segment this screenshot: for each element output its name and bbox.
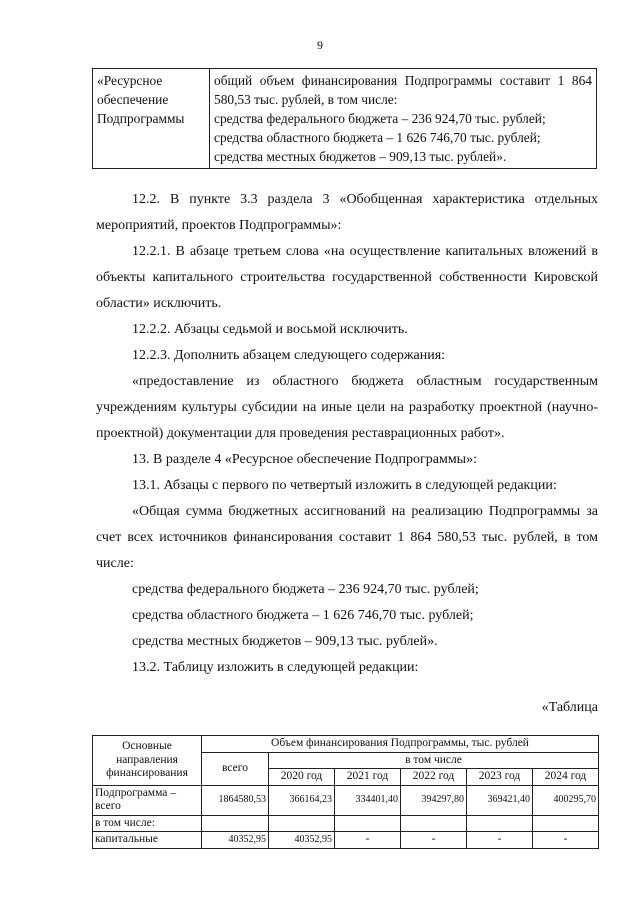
row-label: в том числе: [93,815,202,832]
table-row [93,815,599,832]
resource-summary-label-cell [93,69,210,169]
row-value: 400295,70 [533,785,599,815]
paragraph: 13.2. Таблицу изложить в следующей редакции: [132,660,419,675]
table-row [93,785,599,815]
resource-summary-table [92,68,597,169]
paragraph: средства федерального бюджета – 236 924,70 тыс. рублей; [132,582,479,597]
paragraph: средства местных бюджетов – 909,13 тыс. рублей». [132,634,438,649]
row-value [269,815,335,832]
paragraph: 13. В разделе 4 «Ресурсное обеспечение Подпрограммы»: [132,452,477,467]
row-value: 334401,40 [335,785,401,815]
document-body [96,187,598,681]
row-label: Подпрограмма – всего [93,785,202,815]
header-including: в том числе [269,752,599,769]
row-value: 366164,23 [269,785,335,815]
summary-line: общий объем финансирования Подпрограммы составит 1 864 580,53 тыс. рублей, в том числе: [214,73,592,107]
row-value: 394297,80 [401,785,467,815]
page-number: 9 [317,38,323,52]
header-year: 2023 год [467,769,533,786]
row-value: - [467,832,533,849]
table-caption: «Таблица [541,700,598,715]
row-value: - [401,832,467,849]
row-value: - [335,832,401,849]
resource-summary-value-cell [210,69,597,169]
paragraph: 12.2.2. Абзацы седьмой и восьмой исключить. [132,322,408,337]
paragraph: «Общая сумма бюджетных ассигнований на реализацию Подпрограммы за счет всех источников финансирования составит 1 864 580,53 тыс. рублей, в том числе: [96,504,598,571]
paragraph: средства областного бюджета – 1 626 746,70 тыс. рублей; [132,608,474,623]
paragraph: 12.2.1. В абзаце третьем слова «на осуществление капитальных вложений в объекты капитального строительства государственной собственности Кировской области» исключить. [96,244,598,311]
paragraph: 12.2.3. Дополнить абзацем следующего содержания: [132,348,446,363]
summary-line: средства федерального бюджета – 236 924,70 тыс. рублей; [214,111,546,126]
label-line: Подпрограммы [97,111,185,126]
header-total: всего [202,752,269,785]
label-line: обеспечение [97,92,169,107]
row-total [202,815,269,832]
summary-line: средства областного бюджета – 1 626 746,70 тыс. рублей; [214,130,541,145]
financing-table [92,735,599,849]
label-line: «Ресурсное [97,73,163,88]
row-value: 369421,40 [467,785,533,815]
summary-line: средства местных бюджетов – 909,13 тыс. рублей». [214,149,507,164]
row-total: 40352,95 [202,832,269,849]
row-value [335,815,401,832]
row-value [401,815,467,832]
row-value [467,815,533,832]
header-volume: Объем финансирования Подпрограммы, тыс. рублей [202,736,599,753]
row-value: 40352,95 [269,832,335,849]
header-year: 2024 год [533,769,599,786]
row-label: капитальные [93,832,202,849]
header-year: 2021 год [335,769,401,786]
header-year: 2020 год [269,769,335,786]
header-year: 2022 год [401,769,467,786]
header-directions: Основные направления финансирования [93,736,202,786]
paragraph: 13.1. Абзацы с первого по четвертый изложить в следующей редакции: [132,478,557,493]
paragraph: 12.2. В пункте 3.3 раздела 3 «Обобщенная характеристика отдельных мероприятий, проектов Подпрограммы»: [96,192,598,233]
row-value: - [533,832,599,849]
table-row [93,832,599,849]
paragraph: «предоставление из областного бюджета областным государственным учреждениям культуры субсидии на иные цели на разработку проектной (научно-проектной) документации для проведения реставрационных работ». [96,374,598,441]
row-total: 1864580,53 [202,785,269,815]
row-value [533,815,599,832]
